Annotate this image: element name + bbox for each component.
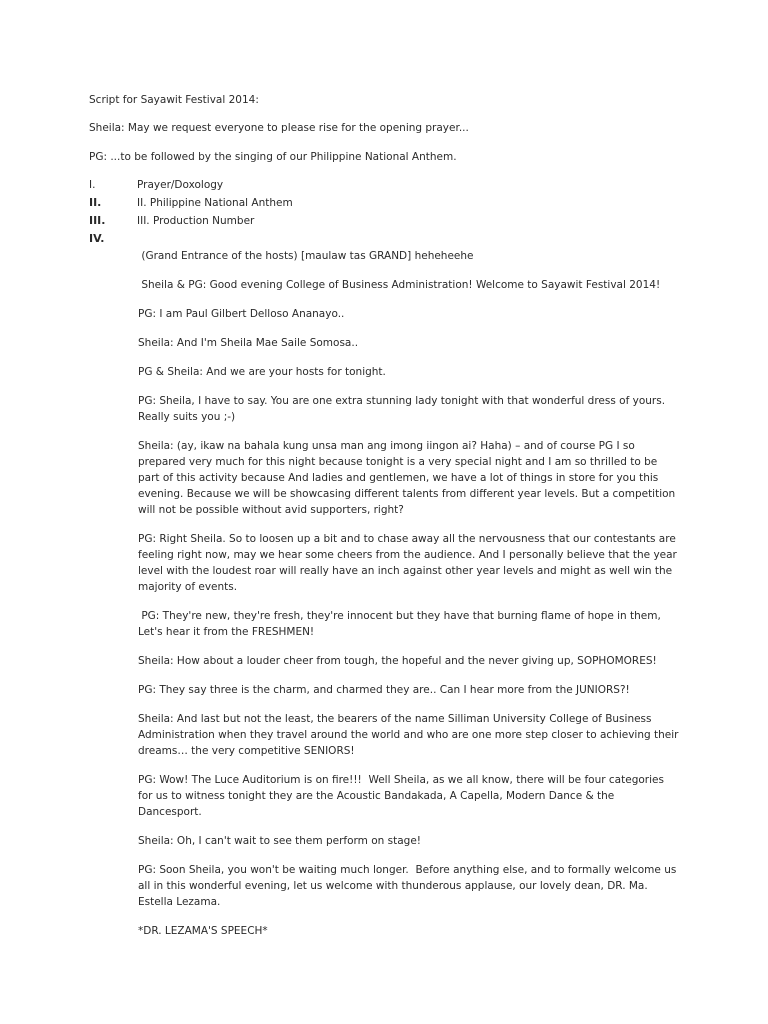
script-line: PG: Right Sheila. So to loosen up a bit and to chase away all the nervousness that our contestants are feeling right now, may we hear some cheers from the audience. And I personally believe that the year level with the loudest roar will really have an inch against other year levels and might as well win the majority of events. <box>138 533 681 593</box>
script-line: PG: I am Paul Gilbert Delloso Ananayo.. <box>138 308 345 320</box>
program-list-item <box>89 230 679 248</box>
intro-line-2: PG: ...to be followed by the singing of our Philippine National Anthem. <box>89 151 457 163</box>
document-title: Script for Sayawit Festival 2014: <box>89 94 259 106</box>
script-line: PG & Sheila: And we are your hosts for tonight. <box>138 366 386 378</box>
script-line: Sheila & PG: Good evening College of Business Administration! Welcome to Sayawit Festival 2014! <box>138 279 661 291</box>
script-line: Sheila: (ay, ikaw na bahala kung unsa man ang imong iingon ai? Haha) – and of course PG I so prepared very much for this night because tonight is a very special night and I am so thrilled to be part of this activity because And ladies and gentlemen, we have a lot of things in store for you this evening. Because we will be showcasing different talents from different year levels. But a competition will not be possible without avid supporters, right? <box>138 440 679 516</box>
list-numeral: III. <box>89 214 106 227</box>
intro-line-1: Sheila: May we request everyone to please rise for the opening prayer... <box>89 122 469 134</box>
program-list-item <box>89 212 679 230</box>
script-line: PG: Soon Sheila, you won't be waiting much longer. Before anything else, and to formally welcome us all in this wonderful evening, let us welcome with thunderous applause, our lovely dean, DR. Ma. Estella Lezama. <box>138 864 680 908</box>
script-line: Sheila: And I'm Sheila Mae Saile Somosa.. <box>138 337 359 349</box>
script-line: *DR. LEZAMA'S SPEECH* <box>138 925 268 937</box>
list-numeral: I. <box>89 179 96 191</box>
script-section <box>89 248 682 939</box>
list-item-text: II. Philippine National Anthem <box>137 197 293 209</box>
script-line: (Grand Entrance of the hosts) [maulaw tas GRAND] heheheehe <box>138 250 474 262</box>
script-line: PG: They say three is the charm, and charmed they are.. Can I hear more from the JUNIORS?! <box>138 684 630 696</box>
program-list-item <box>89 194 679 212</box>
list-item-text: Prayer/Doxology <box>137 179 224 191</box>
document-body <box>89 92 682 939</box>
script-line: Sheila: And last but not the least, the bearers of the name Silliman University College of Business Administration when they travel around the world and who are one more step closer to achieving their dreams… the very competitive SENIORS! <box>138 713 682 757</box>
script-line: Sheila: How about a louder cheer from tough, the hopeful and the never giving up, SOPHOMORES! <box>138 655 657 667</box>
script-line: PG: Sheila, I have to say. You are one extra stunning lady tonight with that wonderful dress of yours. Really suits you ;-) <box>138 395 669 423</box>
program-list <box>89 176 679 248</box>
list-numeral: IV. <box>89 232 105 245</box>
script-line: Sheila: Oh, I can't wait to see them perform on stage! <box>138 835 421 847</box>
script-line: PG: Wow! The Luce Auditorium is on fire!!! Well Sheila, as we all know, there will be four categories for us to witness tonight they are the Acoustic Bandakada, A Capella, Modern Dance & the Dancesport. <box>138 774 668 818</box>
script-line: PG: They're new, they're fresh, they're innocent but they have that burning flame of hope in them, Let's hear it from the FRESHMEN! <box>138 610 665 638</box>
list-numeral: II. <box>89 196 102 209</box>
list-item-text: III. Production Number <box>137 215 255 227</box>
program-list-item <box>89 176 679 194</box>
